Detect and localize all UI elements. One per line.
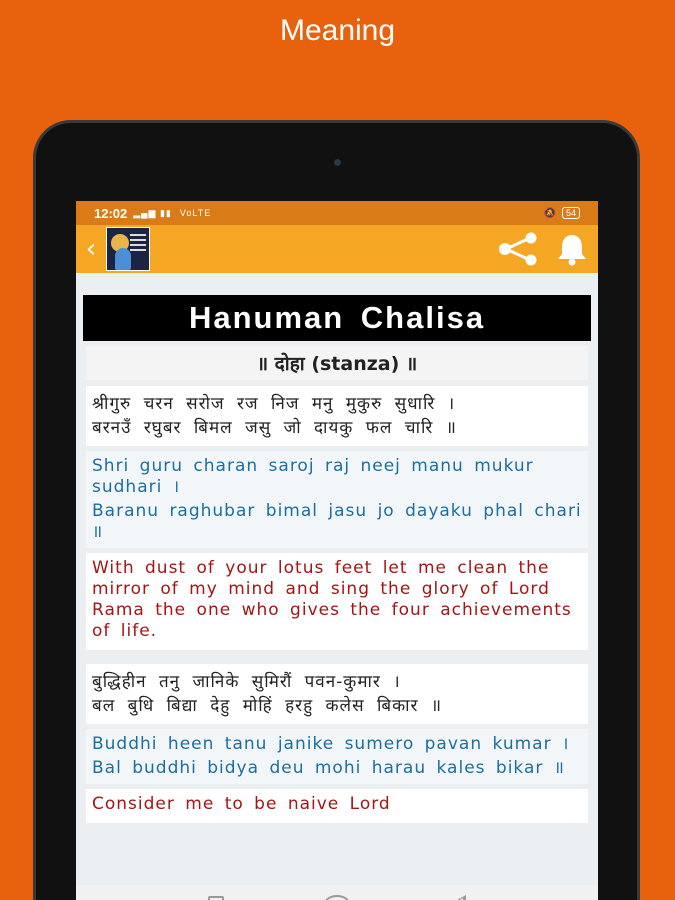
camera-dot — [334, 159, 341, 166]
hindi-line: बुद्धिहीन तनु जानिके सुमिरौं पवन-कुमार । — [92, 672, 401, 692]
hindi-line: बरनउँ रघुबर बिमल जसु जो दायकु फल चारि ॥ — [92, 418, 457, 438]
verse-transliteration — [86, 729, 588, 784]
home-icon[interactable] — [324, 895, 350, 900]
app-screen — [76, 201, 598, 900]
app-logo — [106, 227, 150, 271]
status-time: 12:02 — [94, 205, 128, 221]
status-bar — [76, 201, 598, 225]
hindi-line: बल बुधि बिद्या देहु मोहिं हरहु कलेस बिकार ॥ — [92, 696, 443, 716]
battery-indicator: 54 — [562, 207, 580, 219]
verse-block — [76, 386, 598, 650]
network-label: VoLTE — [179, 208, 212, 218]
system-nav-bar — [76, 885, 598, 900]
transliteration-line: Buddhi heen tanu janike sumero pavan kumar । — [92, 734, 570, 754]
recent-apps-icon[interactable] — [208, 896, 224, 900]
logo-figure-shape — [115, 248, 131, 270]
verse-transliteration — [86, 451, 588, 548]
verse-hindi — [86, 664, 588, 724]
verse-block — [76, 664, 598, 823]
mute-icon: 🔕 — [543, 207, 556, 219]
scroll-content[interactable] — [76, 273, 598, 885]
page-title: Hanuman Chalisa — [83, 295, 591, 341]
section-heading: ॥ दोहा (stanza) ॥ — [86, 346, 588, 380]
transliteration-line: Baranu raghubar bimal jasu jo dayaku phal chari ॥ — [92, 501, 582, 542]
hindi-line: श्रीगुरु चरन सरोज रज निज मनु मुकुरु सुधारि । — [92, 394, 456, 414]
logo-text-lines — [130, 234, 146, 236]
transliteration-line: Shri guru charan saroj raj neej manu mukur sudhari । — [92, 456, 534, 497]
back-triangle-icon[interactable] — [450, 895, 466, 900]
signal-icon: ▂▄▆ ▮▮ — [133, 207, 172, 218]
app-bar — [76, 225, 598, 273]
verse-hindi — [86, 386, 588, 446]
share-icon[interactable] — [490, 225, 546, 273]
verse-meaning: Consider me to be naive Lord — [86, 789, 588, 823]
status-right — [544, 207, 580, 219]
tablet-frame — [33, 120, 640, 900]
verse-meaning: With dust of your lotus feet let me clean the mirror of my mind and sing the glory of Lord Rama the one who gives the four achievements of life. — [86, 553, 588, 650]
transliteration-line: Bal buddhi bidya deu mohi harau kales bikar ॥ — [92, 758, 565, 778]
chevron-left-icon[interactable]: ‹ — [85, 234, 97, 264]
bell-icon[interactable] — [546, 225, 598, 273]
promo-title: Meaning — [279, 14, 396, 47]
